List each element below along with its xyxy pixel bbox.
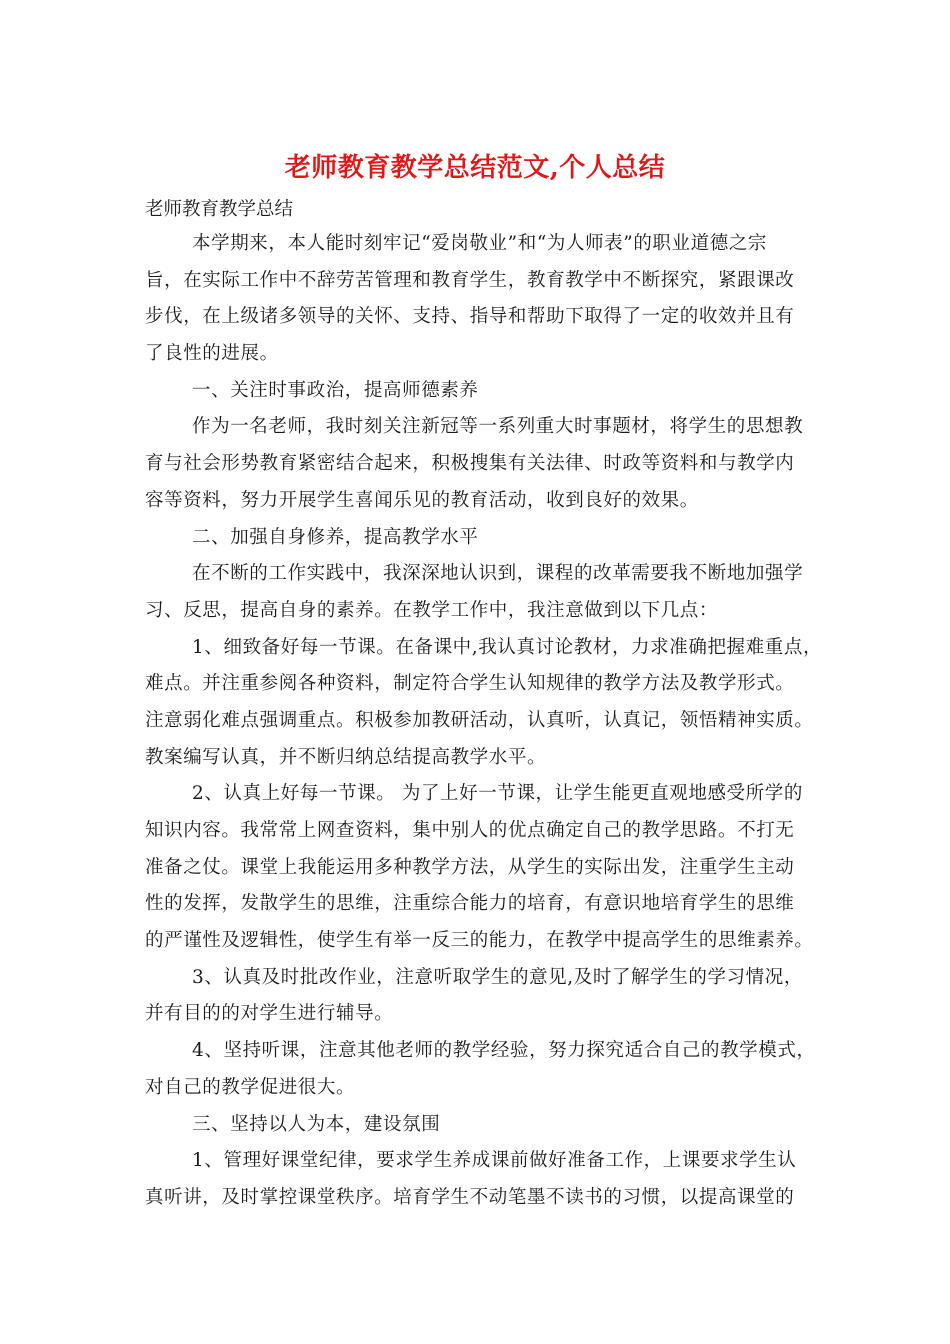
text-line: 注意弱化难点强调重点。积极参加教研活动，认真听，认真记，领悟精神实质。 — [145, 709, 814, 731]
text-line: 育与社会形势教育紧密结合起来，积极搜集有关法律、时政等资料和与教学内 — [145, 453, 795, 475]
text-line: 在不断的工作实践中，我深深地认识到，课程的改革需要我不断地加强学 — [192, 563, 804, 585]
text-line: 习、反思，提高自身的素养。在教学工作中，我注意做到以下几点： — [145, 599, 719, 621]
text-line: 教案编写认真，并不断归纳总结提高教学水平。 — [145, 746, 547, 768]
text-line: 2、认真上好每一节课。 为了上好一节课，让学生能更直观地感受所学的 — [192, 783, 803, 805]
text-line: 3、认真及时批改作业，注意听取学生的意见,及时了解学生的学习情况， — [192, 966, 803, 988]
text-line: 步伐，在上级诸多领导的关怀、支持、指导和帮助下取得了一定的收效并且有 — [145, 306, 795, 328]
text-line: 三、坚持以人为本，建设氛围 — [192, 1113, 441, 1135]
text-line: 性的发挥，发散学生的思维，注重综合能力的培育，有意识地培育学生的思维 — [145, 893, 795, 915]
text-line: 4、坚持听课，注意其他老师的教学经验，努力探究适合自己的教学模式， — [192, 1040, 816, 1062]
text-line: 知识内容。我常常上网查资料，集中别人的优点确定自己的教学思路。不打无 — [145, 820, 795, 841]
document-subtitle: 老师教育教学总结 — [145, 199, 294, 220]
text-line: 本学期来，本人能时刻牢记“爱岗敬业”和“为人师表”的职业道德之宗 — [192, 233, 768, 254]
text-line: 旨，在实际工作中不辞劳苦管理和教育学生，教育教学中不断探究，紧跟课改 — [145, 269, 795, 291]
text-line: 了良性的进展。 — [145, 343, 279, 365]
text-line: 作为一名老师，我时刻关注新冠等一系列重大时事题材，将学生的思想教 — [192, 416, 804, 438]
text-line: 准备之仗。课堂上我能运用多种教学方法，从学生的实际出发，注重学生主动 — [145, 856, 795, 878]
text-line: 1、细致备好每一节课。在备课中,我认真讨论教材，力求准确把握难重点， — [192, 636, 823, 658]
text-line: 一、关注时事政治，提高师德素养 — [192, 379, 479, 401]
text-line: 1、管理好课堂纪律，要求学生养成课前做好准备工作，上课要求学生认 — [192, 1150, 797, 1172]
text-line: 难点。并注重参阅各种资料，制定符合学生认知规律的教学方法及教学形式。 — [145, 673, 795, 695]
text-line: 容等资料，努力开展学生喜闻乐见的教育活动，收到良好的效果。 — [145, 489, 699, 511]
text-line: 并有目的的对学生进行辅导。 — [145, 1003, 394, 1025]
text-line: 真听讲，及时掌控课堂秩序。培育学生不动笔墨不读书的习惯，以提高课堂的 — [145, 1186, 795, 1208]
document-body — [145, 226, 825, 1217]
text-line: 对自己的教学促进很大。 — [145, 1076, 356, 1098]
document-title: 老师教育教学总结范文,个人总结 — [284, 153, 666, 183]
text-line: 二、加强自身修养，提高教学水平 — [192, 526, 479, 548]
text-line: 的严谨性及逻辑性，使学生有举一反三的能力，在教学中提高学生的思维素养。 — [145, 930, 814, 952]
